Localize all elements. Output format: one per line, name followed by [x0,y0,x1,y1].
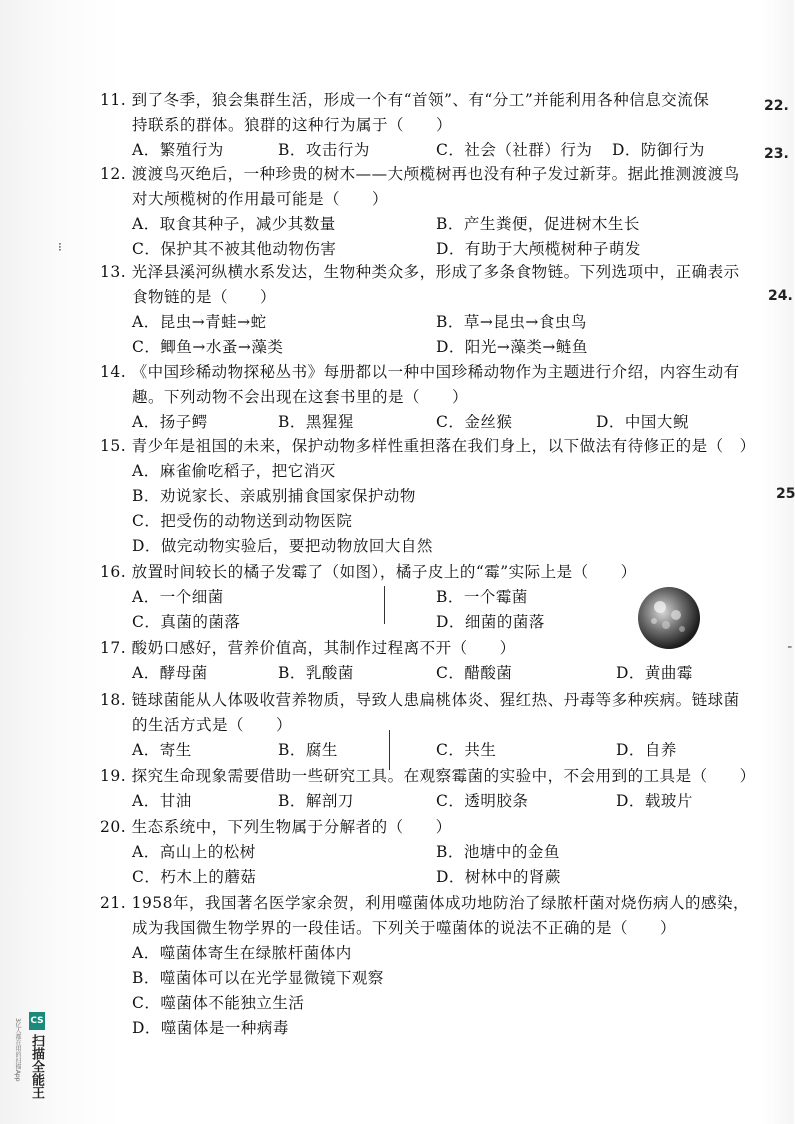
question-text: 持联系的群体。狼群的这种行为属于（ ） [132,116,453,134]
option-d[interactable]: D．中国大鲵 [596,413,689,431]
question-text: 19. 探究生命现象需要借助一些研究工具。在观察霉菌的实验中，不会用到的工具是（ ） [100,767,756,785]
side-number-24: 24. [768,288,793,304]
option-b[interactable]: B．池塘中的金鱼 [436,843,560,861]
option-c[interactable]: C．朽木上的蘑菇 [132,868,257,886]
option-c[interactable]: C．社会（社群）行为 [436,141,593,159]
options-row [100,865,750,890]
option-d[interactable]: D．树林中的肾蕨 [436,868,561,886]
question-11 [100,88,750,163]
question-12 [100,162,750,262]
question-21 [100,891,750,1041]
option-b[interactable]: B．解剖刀 [278,792,354,810]
option-d[interactable]: D．细菌的菌落 [436,613,545,631]
option-c[interactable]: C．真菌的菌落 [132,613,241,631]
scan-line [384,586,385,624]
option-b[interactable]: B．草→昆虫→食虫鸟 [436,313,587,331]
question-20 [100,815,750,890]
question-text: 的生活方式是（ ） [132,716,293,734]
scanner-watermark [4,1012,44,1117]
option-a[interactable]: A．麻雀偷吃稻子，把它消灭 [132,462,336,480]
side-number-22: 22. [764,98,789,114]
option-d[interactable]: D．自养 [616,741,677,759]
option-b[interactable]: B．腐生 [278,741,338,759]
question-14 [100,360,750,435]
option-d[interactable]: D．防御行为 [612,141,705,159]
option-c[interactable]: C．保护其不被其他动物伤害 [132,240,337,258]
option-a[interactable]: A．高山上的松树 [132,843,256,861]
options-row [100,237,750,262]
option-a[interactable]: A．酵母菌 [132,664,208,682]
scanner-logo: CS [29,1012,45,1030]
options-row [100,661,750,686]
side-number-23: 23. [764,146,789,162]
options-row [100,138,750,163]
option-c[interactable]: C．把受伤的动物送到动物医院 [132,512,353,530]
option-a[interactable]: A．一个细菌 [132,588,224,606]
options-row [100,636,750,661]
option-c[interactable]: C．透明胶条 [436,792,529,810]
question-text: 12. 渡渡鸟灭绝后，一种珍贵的树木——大颅榄树再也没有种子发过新芽。据此推测渡渡鸟 [100,165,740,183]
option-b[interactable]: B．噬菌体可以在光学显微镜下观察 [132,969,384,987]
question-17-options-line [100,636,750,661]
options-row [100,212,750,237]
option-a[interactable]: A．取食其种子，减少其数量 [132,215,336,233]
question-text: 18. 链球菌能从人体吸收营养物质，导致人患扁桃体炎、猩红热、丹毒等多种疾病。链球菌 [100,691,740,709]
option-d[interactable]: D．阳光→藻类→鲢鱼 [436,338,588,356]
options-row [100,840,750,865]
options-row [100,738,750,763]
scan-artifact-mark: ╴ [788,640,795,654]
option-c[interactable]: C．共生 [436,741,497,759]
option-a[interactable]: A．噬菌体寄生在绿脓杆菌体内 [132,944,352,962]
question-15 [100,434,756,559]
option-a[interactable]: A．繁殖行为 [132,141,224,159]
option-a[interactable]: A．昆虫→青蛙→蛇 [132,313,267,331]
question-text: 食物链的是（ ） [132,288,277,306]
side-number-25: 25 [776,486,795,502]
option-a[interactable]: A．扬子鳄 [132,413,208,431]
option-d[interactable]: D．黄曲霉 [616,664,693,682]
option-c[interactable]: C．醋酸菌 [436,664,513,682]
question-text: 21. 1958年，我国著名医学家余贺，利用噬菌体成功地防治了绿脓杆菌对烧伤病人的感染， [100,894,750,912]
options-list [100,941,750,1041]
options-row [100,310,750,335]
option-c[interactable]: C．金丝猴 [436,413,513,431]
option-b[interactable]: B．黑猩猩 [278,413,354,431]
question-text: 成为我国微生物学界的一段佳话。下列关于噬菌体的说法不正确的是（ ） [132,919,677,937]
option-b[interactable]: B．一个霉菌 [436,588,528,606]
question-text: 17. 酸奶口感好，营养价值高，其制作过程离不开（ ） [100,639,516,657]
option-d[interactable]: D．噬菌体是一种病毒 [132,1019,289,1037]
options-row [100,789,750,814]
question-text: 13. 光泽县溪河纵横水系发达，生物种类众多，形成了多条食物链。下列选项中，正确表示 [100,263,740,281]
option-d[interactable]: D．有助于大颅榄树种子萌发 [436,240,641,258]
option-a[interactable]: A．甘油 [132,792,192,810]
question-text: 20. 生态系统中，下列生物属于分解者的（ ） [100,818,452,836]
question-text: 14. 《中国珍稀动物探秘丛书》每册都以一种中国珍稀动物作为主题进行介绍，内容生动有 [100,363,740,381]
option-b[interactable]: B．乳酸菌 [278,664,354,682]
question-text: 对大颅榄树的作用最可能是（ ） [132,190,389,208]
options-row [100,410,750,435]
option-b[interactable]: B．攻击行为 [278,141,370,159]
question-13 [100,260,750,360]
question-19 [100,764,756,814]
option-d[interactable]: D．做完动物实验后，要把动物放回大自然 [132,537,433,555]
question-18 [100,688,750,763]
option-b[interactable]: B．劝说家长、亲戚别捕食国家保护动物 [132,487,416,505]
scanner-name: 扫描全能王 [29,1034,44,1099]
question-text: 11. 到了冬季，狼会集群生活，形成一个有“首领”、有“分工”并能利用各种信息交流保 [100,91,710,109]
scan-artifact-mark: ⁝ [58,240,62,254]
options-row [100,335,750,360]
option-b[interactable]: B．产生粪便，促进树木生长 [436,215,640,233]
question-17-options-block [100,661,750,686]
question-text: 15. 青少年是祖国的未来，保护动物多样性重担落在我们身上，以下做法有待修正的是（ ） [100,437,756,455]
option-a[interactable]: A．寄生 [132,741,192,759]
question-text: 趣。下列动物不会出现在这套书里的是（ ） [132,388,469,406]
options-list [100,459,750,559]
option-c[interactable]: C．鲫鱼→水蚤→藻类 [132,338,284,356]
option-c[interactable]: C．噬菌体不能独立生活 [132,994,305,1012]
option-d[interactable]: D．载玻片 [616,792,693,810]
question-text: 16. 放置时间较长的橘子发霉了（如图），橘子皮上的“霉”实际上是（ ） [100,563,637,581]
scanner-tagline: 3亿人都在用的扫描App [14,1018,21,1082]
